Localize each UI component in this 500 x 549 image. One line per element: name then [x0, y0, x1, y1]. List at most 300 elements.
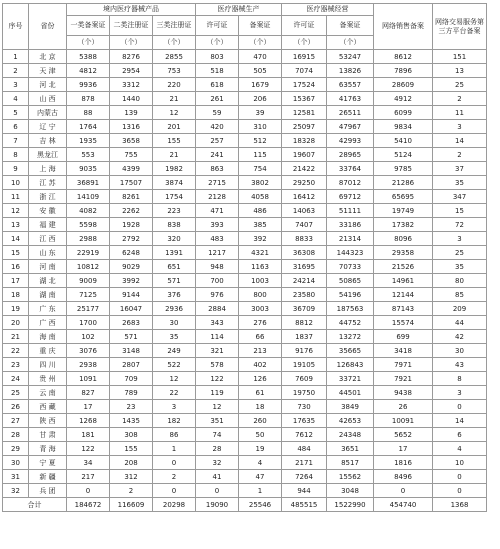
- row-value: 241: [196, 148, 239, 162]
- row-value: 1754: [153, 190, 196, 204]
- row-value: 249: [153, 344, 196, 358]
- row-value: 803: [196, 50, 239, 64]
- row-value: 3148: [110, 344, 153, 358]
- row-value: 217: [67, 470, 110, 484]
- header-class1-record: 一类备案证: [67, 16, 110, 36]
- row-province: 山 东: [29, 246, 67, 260]
- row-province: 上 海: [29, 162, 67, 176]
- row-value: 42: [433, 330, 487, 344]
- row-value: 0: [433, 484, 487, 498]
- row-value: 9144: [110, 288, 153, 302]
- row-value: 3048: [327, 484, 374, 498]
- row-value: 320: [153, 232, 196, 246]
- table-row: [3, 120, 487, 134]
- row-value: 755: [110, 148, 153, 162]
- row-value: 28609: [374, 78, 433, 92]
- row-value: 209: [433, 302, 487, 316]
- row-value: 70733: [327, 260, 374, 274]
- row-value: 5124: [374, 148, 433, 162]
- row-value: 571: [153, 274, 196, 288]
- row-value: 35665: [327, 344, 374, 358]
- row-value: 35: [153, 330, 196, 344]
- row-value: 578: [196, 358, 239, 372]
- row-value: 9834: [374, 120, 433, 134]
- row-province: 云 南: [29, 386, 67, 400]
- row-value: 1764: [67, 120, 110, 134]
- row-seq: 11: [3, 190, 29, 204]
- row-value: 1440: [110, 92, 153, 106]
- row-seq: 25: [3, 386, 29, 400]
- row-value: 1435: [110, 414, 153, 428]
- row-value: 486: [239, 204, 282, 218]
- row-value: 420: [196, 120, 239, 134]
- row-seq: 9: [3, 162, 29, 176]
- row-value: 351: [196, 414, 239, 428]
- row-province: 河 北: [29, 78, 67, 92]
- row-value: 343: [196, 316, 239, 330]
- row-value: 5410: [374, 134, 433, 148]
- table-row: [3, 246, 487, 260]
- row-value: 69712: [327, 190, 374, 204]
- row-value: 14109: [67, 190, 110, 204]
- row-value: 789: [110, 386, 153, 400]
- row-value: 2988: [67, 232, 110, 246]
- row-value: 21314: [327, 232, 374, 246]
- table-row: [3, 330, 487, 344]
- row-value: 54196: [327, 288, 374, 302]
- row-value: 51111: [327, 204, 374, 218]
- row-value: 12: [196, 400, 239, 414]
- row-value: 0: [433, 470, 487, 484]
- row-value: 44: [433, 316, 487, 330]
- row-value: 1003: [239, 274, 282, 288]
- row-value: 14: [433, 134, 487, 148]
- row-value: 126: [239, 372, 282, 386]
- row-seq: 30: [3, 456, 29, 470]
- row-value: 17382: [374, 218, 433, 232]
- row-seq: 21: [3, 330, 29, 344]
- header-group-domestic-products: 境内医疗器械产品: [67, 4, 196, 16]
- row-province: 西 藏: [29, 400, 67, 414]
- row-value: 42993: [327, 134, 374, 148]
- row-value: 25: [433, 246, 487, 260]
- row-value: 208: [110, 456, 153, 470]
- row-value: 7264: [282, 470, 327, 484]
- row-value: 43: [433, 358, 487, 372]
- row-value: 29250: [282, 176, 327, 190]
- row-value: 1816: [374, 456, 433, 470]
- row-value: 213: [239, 344, 282, 358]
- row-value: 2855: [153, 50, 196, 64]
- row-seq: 2: [3, 64, 29, 78]
- row-value: 7609: [282, 372, 327, 386]
- header-online-sales-record: 网络销售备案: [374, 4, 433, 50]
- row-value: 9785: [374, 162, 433, 176]
- row-value: 730: [282, 400, 327, 414]
- row-value: 13272: [327, 330, 374, 344]
- row-value: 22: [153, 386, 196, 400]
- row-value: 13: [433, 64, 487, 78]
- row-value: 7971: [374, 358, 433, 372]
- row-value: 347: [433, 190, 487, 204]
- row-value: 3003: [239, 302, 282, 316]
- row-seq: 12: [3, 204, 29, 218]
- row-value: 19105: [282, 358, 327, 372]
- row-value: 393: [196, 218, 239, 232]
- row-value: 16915: [282, 50, 327, 64]
- row-value: 7612: [282, 428, 327, 442]
- row-value: 944: [282, 484, 327, 498]
- row-value: 9176: [282, 344, 327, 358]
- row-value: 61: [239, 386, 282, 400]
- row-seq: 6: [3, 120, 29, 134]
- row-province: 重 庆: [29, 344, 67, 358]
- row-value: 15: [433, 204, 487, 218]
- table-body: [3, 50, 487, 498]
- header-group-production: 医疗器械生产: [196, 4, 282, 16]
- total-cell: 116609: [110, 498, 153, 512]
- header-production-permit: 许可证: [196, 16, 239, 36]
- row-value: 1163: [239, 260, 282, 274]
- row-value: 122: [196, 372, 239, 386]
- row-value: 15562: [327, 470, 374, 484]
- row-value: 2128: [196, 190, 239, 204]
- row-value: 308: [110, 428, 153, 442]
- row-value: 260: [239, 414, 282, 428]
- row-value: 2: [110, 484, 153, 498]
- header-operation-permit: 许可证: [282, 16, 327, 36]
- row-value: 114: [196, 330, 239, 344]
- row-value: 948: [196, 260, 239, 274]
- row-value: 19749: [374, 204, 433, 218]
- total-cell: 1522990: [327, 498, 374, 512]
- row-value: 3802: [239, 176, 282, 190]
- row-value: 5388: [67, 50, 110, 64]
- row-value: 15367: [282, 92, 327, 106]
- row-value: 155: [153, 134, 196, 148]
- row-seq: 15: [3, 246, 29, 260]
- row-province: 河 南: [29, 260, 67, 274]
- row-province: 宁 夏: [29, 456, 67, 470]
- row-value: 11: [433, 106, 487, 120]
- table-row: [3, 218, 487, 232]
- row-value: 2807: [110, 358, 153, 372]
- row-value: 3: [433, 120, 487, 134]
- table-row: [3, 204, 487, 218]
- row-value: 518: [196, 64, 239, 78]
- row-province: 广 东: [29, 302, 67, 316]
- row-seq: 14: [3, 232, 29, 246]
- row-value: 17524: [282, 78, 327, 92]
- row-value: 19750: [282, 386, 327, 400]
- row-value: 709: [110, 372, 153, 386]
- table-row: [3, 386, 487, 400]
- row-seq: 8: [3, 148, 29, 162]
- row-value: 12581: [282, 106, 327, 120]
- row-province: 兵 团: [29, 484, 67, 498]
- row-value: 37: [433, 162, 487, 176]
- row-value: 21: [153, 148, 196, 162]
- row-value: 30: [433, 344, 487, 358]
- row-value: 2884: [196, 302, 239, 316]
- row-value: 618: [196, 78, 239, 92]
- row-value: 102: [67, 330, 110, 344]
- row-value: 6099: [374, 106, 433, 120]
- row-value: 4082: [67, 204, 110, 218]
- row-value: 2938: [67, 358, 110, 372]
- row-value: 34: [67, 456, 110, 470]
- medical-device-statistics-table: [2, 3, 487, 512]
- row-value: 50: [239, 428, 282, 442]
- header-unit: （个）: [153, 36, 196, 50]
- row-value: 5598: [67, 218, 110, 232]
- row-value: 18: [239, 400, 282, 414]
- table-row: [3, 162, 487, 176]
- row-value: 41: [196, 470, 239, 484]
- row-value: 144323: [327, 246, 374, 260]
- row-value: 1982: [153, 162, 196, 176]
- row-seq: 23: [3, 358, 29, 372]
- row-province: 福 建: [29, 218, 67, 232]
- row-province: 陕 西: [29, 414, 67, 428]
- row-value: 2715: [196, 176, 239, 190]
- row-province: 山 西: [29, 92, 67, 106]
- row-seq: 29: [3, 442, 29, 456]
- row-value: 522: [153, 358, 196, 372]
- table-row: [3, 400, 487, 414]
- row-value: 35: [433, 176, 487, 190]
- row-value: 65695: [374, 190, 433, 204]
- row-value: 10091: [374, 414, 433, 428]
- row-value: 2: [153, 470, 196, 484]
- header-unit: （个）: [110, 36, 153, 50]
- row-value: 800: [239, 288, 282, 302]
- row-value: 53247: [327, 50, 374, 64]
- row-value: 8612: [374, 50, 433, 64]
- row-province: 贵 州: [29, 372, 67, 386]
- row-value: 3418: [374, 344, 433, 358]
- table-row: [3, 344, 487, 358]
- row-seq: 17: [3, 274, 29, 288]
- row-value: 119: [196, 386, 239, 400]
- row-province: 青 海: [29, 442, 67, 456]
- row-seq: 3: [3, 78, 29, 92]
- row-value: 115: [239, 148, 282, 162]
- row-value: 201: [153, 120, 196, 134]
- row-value: 863: [196, 162, 239, 176]
- row-value: 3: [153, 400, 196, 414]
- row-value: 7074: [282, 64, 327, 78]
- row-seq: 5: [3, 106, 29, 120]
- table-row: [3, 64, 487, 78]
- row-value: 126843: [327, 358, 374, 372]
- row-province: 广 西: [29, 316, 67, 330]
- header-unit: （个）: [327, 36, 374, 50]
- row-value: 17507: [110, 176, 153, 190]
- table-row: [3, 442, 487, 456]
- row-value: 1217: [196, 246, 239, 260]
- row-value: 7921: [374, 372, 433, 386]
- row-value: 3849: [327, 400, 374, 414]
- table-row: [3, 288, 487, 302]
- row-value: 553: [67, 148, 110, 162]
- total-cell: 25546: [239, 498, 282, 512]
- row-value: 7125: [67, 288, 110, 302]
- row-value: 17: [67, 400, 110, 414]
- row-seq: 20: [3, 316, 29, 330]
- row-value: 19607: [282, 148, 327, 162]
- row-value: 402: [239, 358, 282, 372]
- row-value: 21: [153, 92, 196, 106]
- row-value: 484: [282, 442, 327, 456]
- row-value: 16047: [110, 302, 153, 316]
- total-cell: 184672: [67, 498, 110, 512]
- row-value: 2954: [110, 64, 153, 78]
- row-value: 33721: [327, 372, 374, 386]
- row-value: 471: [196, 204, 239, 218]
- row-value: 44501: [327, 386, 374, 400]
- row-value: 28965: [327, 148, 374, 162]
- header-unit: （个）: [239, 36, 282, 50]
- row-province: 天 津: [29, 64, 67, 78]
- row-seq: 32: [3, 484, 29, 498]
- row-value: 3651: [327, 442, 374, 456]
- row-value: 1935: [67, 134, 110, 148]
- table-row: [3, 484, 487, 498]
- row-province: 四 川: [29, 358, 67, 372]
- row-value: 321: [196, 344, 239, 358]
- table-row: [3, 134, 487, 148]
- row-value: 976: [196, 288, 239, 302]
- row-value: 8: [433, 372, 487, 386]
- total-cell: 1368: [433, 498, 487, 512]
- row-province: 江 苏: [29, 176, 67, 190]
- row-province: 吉 林: [29, 134, 67, 148]
- row-value: 12: [153, 372, 196, 386]
- row-value: 1679: [239, 78, 282, 92]
- total-cell: 20298: [153, 498, 196, 512]
- row-value: 39: [239, 106, 282, 120]
- row-value: 3992: [110, 274, 153, 288]
- row-seq: 19: [3, 302, 29, 316]
- row-value: 0: [374, 484, 433, 498]
- row-value: 74: [196, 428, 239, 442]
- table-row: [3, 78, 487, 92]
- row-value: 392: [239, 232, 282, 246]
- table-row: [3, 358, 487, 372]
- header-production-record: 备案证: [239, 16, 282, 36]
- row-value: 14961: [374, 274, 433, 288]
- row-value: 36891: [67, 176, 110, 190]
- row-value: 1091: [67, 372, 110, 386]
- row-seq: 24: [3, 372, 29, 386]
- row-value: 41763: [327, 92, 374, 106]
- row-seq: 31: [3, 470, 29, 484]
- row-value: 10: [433, 456, 487, 470]
- row-value: 7896: [374, 64, 433, 78]
- row-value: 151: [433, 50, 487, 64]
- row-value: 12144: [374, 288, 433, 302]
- table-row: [3, 428, 487, 442]
- row-value: 505: [239, 64, 282, 78]
- row-province: 浙 江: [29, 190, 67, 204]
- row-value: 571: [110, 330, 153, 344]
- row-value: 33186: [327, 218, 374, 232]
- row-value: 26: [374, 400, 433, 414]
- row-value: 376: [153, 288, 196, 302]
- row-value: 24348: [327, 428, 374, 442]
- row-value: 261: [196, 92, 239, 106]
- row-value: 9035: [67, 162, 110, 176]
- row-value: 385: [239, 218, 282, 232]
- total-cell: 454740: [374, 498, 433, 512]
- row-value: 8833: [282, 232, 327, 246]
- row-value: 17635: [282, 414, 327, 428]
- row-value: 3: [433, 232, 487, 246]
- row-value: 181: [67, 428, 110, 442]
- header-seq: 序号: [3, 4, 29, 50]
- row-value: 14: [433, 414, 487, 428]
- table-row: [3, 372, 487, 386]
- row-value: 87143: [374, 302, 433, 316]
- row-province: 北 京: [29, 50, 67, 64]
- row-value: 18328: [282, 134, 327, 148]
- table-row: [3, 260, 487, 274]
- table-row: [3, 92, 487, 106]
- row-value: 3: [433, 386, 487, 400]
- row-value: 1268: [67, 414, 110, 428]
- stats-table-container: [2, 3, 487, 512]
- header-class2-registration: 二类注册证: [110, 16, 153, 36]
- row-province: 辽 宁: [29, 120, 67, 134]
- table-row: [3, 232, 487, 246]
- row-value: 182: [153, 414, 196, 428]
- row-value: 10812: [67, 260, 110, 274]
- row-value: 2: [433, 92, 487, 106]
- row-value: 24214: [282, 274, 327, 288]
- row-value: 66: [239, 330, 282, 344]
- row-value: 700: [196, 274, 239, 288]
- row-value: 2262: [110, 204, 153, 218]
- row-value: 512: [239, 134, 282, 148]
- row-value: 29358: [374, 246, 433, 260]
- row-value: 3076: [67, 344, 110, 358]
- row-value: 257: [196, 134, 239, 148]
- row-value: 25177: [67, 302, 110, 316]
- table-row: [3, 50, 487, 64]
- row-value: 878: [67, 92, 110, 106]
- row-value: 59: [196, 106, 239, 120]
- table-row: [3, 316, 487, 330]
- row-value: 0: [67, 484, 110, 498]
- row-value: 4: [433, 442, 487, 456]
- row-value: 2171: [282, 456, 327, 470]
- row-value: 80: [433, 274, 487, 288]
- row-value: 1: [239, 484, 282, 498]
- row-value: 155: [110, 442, 153, 456]
- row-value: 0: [433, 400, 487, 414]
- row-value: 8812: [282, 316, 327, 330]
- row-value: 26511: [327, 106, 374, 120]
- row-value: 4321: [239, 246, 282, 260]
- header-group-operation: 医疗器械经营: [282, 4, 374, 16]
- row-province: 安 徽: [29, 204, 67, 218]
- header-operation-record: 备案证: [327, 16, 374, 36]
- row-seq: 4: [3, 92, 29, 106]
- row-value: 122: [67, 442, 110, 456]
- row-seq: 10: [3, 176, 29, 190]
- total-label: 合计: [3, 498, 67, 512]
